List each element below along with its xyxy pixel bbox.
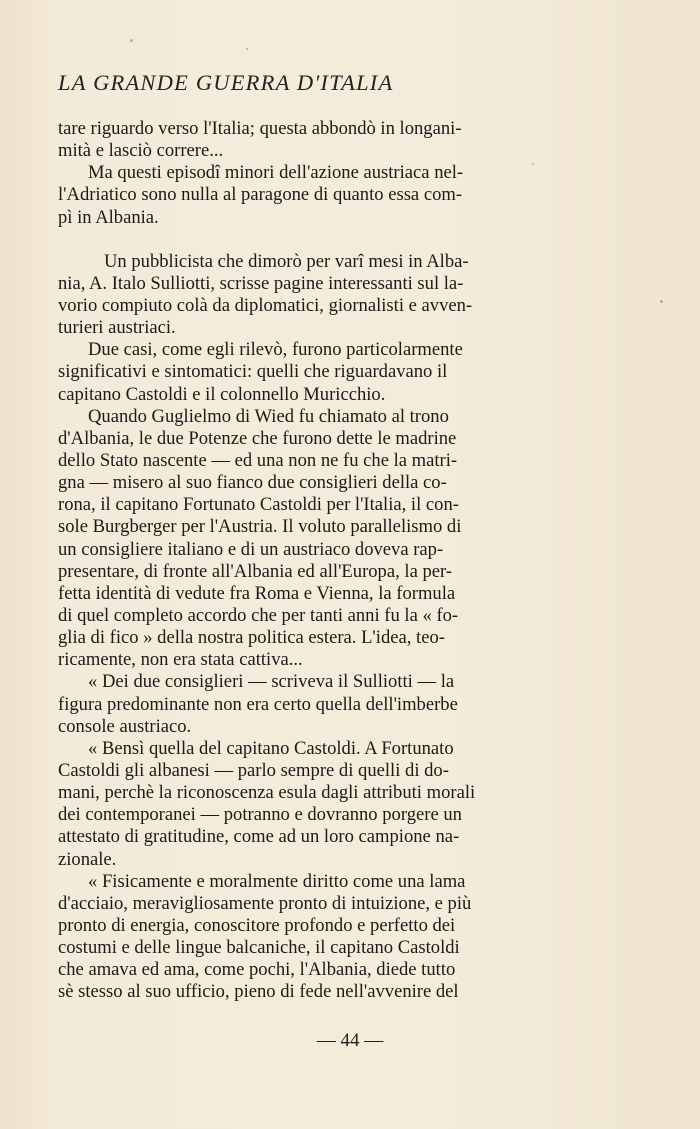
text-line: d'acciaio, meravigliosamente pronto di intuizione, e più [58, 892, 472, 914]
text-line: nia, A. Italo Sulliotti, scrisse pagine interessanti sul la- [58, 272, 464, 294]
text-line: tare riguardo verso l'Italia; questa abbondò in longani- [58, 118, 462, 139]
text-line: mani, perchè la riconoscenza esula dagli attributi morali [58, 782, 476, 804]
text-line: presentare, di fronte all'Albania ed all'Europa, la per- [58, 560, 453, 582]
paper-speck [246, 48, 248, 50]
page-number: — 44 — [316, 1030, 384, 1051]
text-line: rona, il capitano Fortunato Castoldi per l'Italia, il con- [58, 494, 459, 516]
text-line: Un pubblicista che dimorò per varî mesi in Alba- [104, 250, 469, 272]
paper-speck [532, 163, 534, 165]
text-line: Ma questi episodî minori dell'azione austriaca nel- [88, 162, 464, 184]
text-line: dello Stato nascente — ed una non ne fu che la matri- [58, 449, 458, 471]
text-line: un consigliere italiano e di un austriaco doveva rap- [58, 538, 444, 560]
text-line: ricamente, non era stata cattiva... [58, 649, 303, 671]
text-line: fetta identità di vedute fra Roma e Vienna, la formula [58, 582, 456, 604]
text-line: che amava ed ama, come pochi, l'Albania, diede tutto [58, 959, 456, 981]
text-line: Due casi, come egli rilevò, furono particolarmente [88, 339, 463, 361]
text-line: attestato di gratitudine, come ad un loro campione na- [58, 826, 460, 848]
text-line: « Bensì quella del capitano Castoldi. A Fortunato [88, 737, 454, 759]
text-line: di quel completo accordo che per tanti anni fu la « fo- [58, 604, 459, 626]
text-line: costumi e delle lingue balcaniche, il capitano Castoldi [58, 937, 460, 959]
text-line: sè stesso al suo ufficio, pieno di fede nell'avvenire del [58, 981, 459, 1003]
text-line: Castoldi gli albanesi — parlo sempre di quelli di do- [58, 759, 449, 781]
text-line: vorio compiuto colà da diplomatici, giornalisti e avven- [58, 294, 473, 316]
text-line: capitano Castoldi e il colonnello Muricchio. [58, 383, 386, 405]
body-text [58, 118, 652, 1003]
text-line: gna — misero al suo fianco due consiglieri della co- [58, 472, 447, 494]
running-head: LA GRANDE GUERRA D'ITALIA [58, 70, 394, 95]
text-line: turieri austriaci. [58, 317, 176, 339]
paper-speck [660, 300, 663, 303]
text-line: glia di fico » della nostra politica estera. L'idea, teo- [58, 627, 445, 649]
text-line: pì in Albania. [58, 206, 159, 228]
text-line: « Dei due consiglieri — scriveva il Sulliotti — la [88, 671, 455, 693]
text-line: pronto di energia, conoscitore profondo e perfetto dei [58, 914, 456, 936]
text-line: dei contemporanei — potranno e dovranno porgere un [58, 804, 462, 826]
text-line: zionale. [58, 848, 117, 870]
text-line: sole Burgberger per l'Austria. Il voluto parallelismo di [58, 516, 462, 538]
paper-speck [130, 39, 133, 42]
text-line: figura predominante non era certo quella dell'imberbe [58, 693, 458, 715]
text-line: console austriaco. [58, 715, 192, 737]
text-line: « Fisicamente e moralmente diritto come una lama [88, 870, 466, 892]
text-line: l'Adriatico sono nulla al paragone di quanto essa com- [58, 184, 463, 206]
text-line: Quando Guglielmo di Wied fu chiamato al trono [88, 405, 449, 427]
text-line: mità e lasciò correre... [58, 140, 224, 162]
text-line: d'Albania, le due Potenze che furono dette le madrine [58, 427, 457, 449]
text-line: significativi e sintomatici: quelli che riguardavano il [58, 361, 448, 383]
